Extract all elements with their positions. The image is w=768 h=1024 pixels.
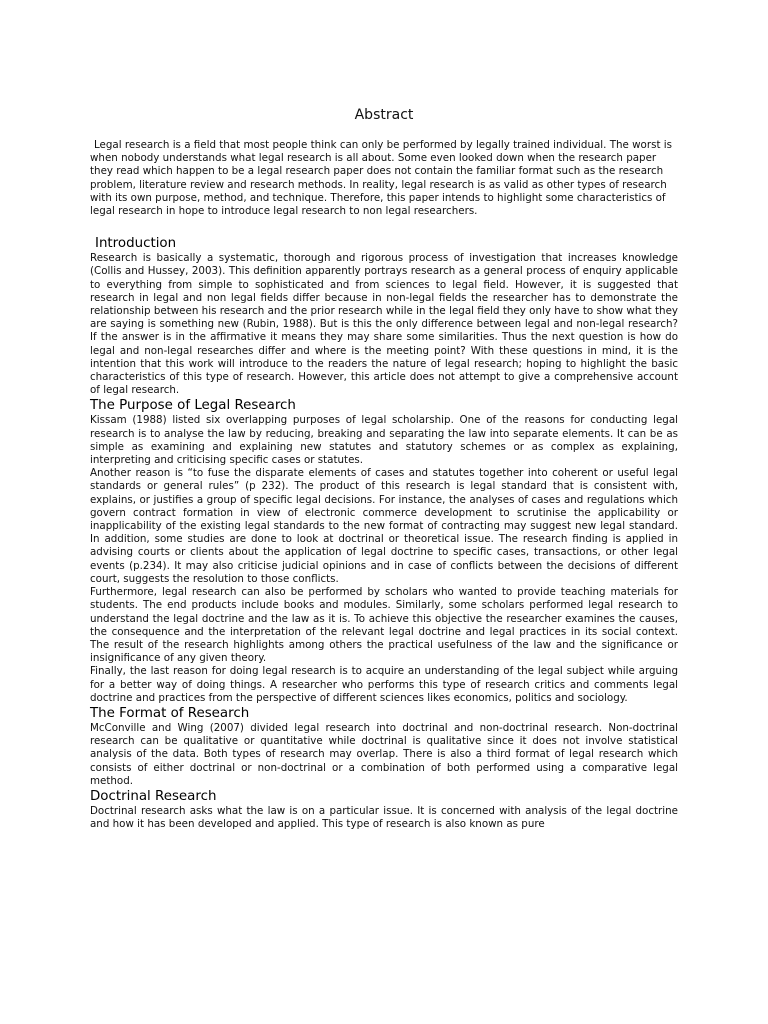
doctrinal-paragraph: Doctrinal research asks what the law is on a particular issue. It is concerned with analysis of the legal doctrine and how it has been developed and applied. This type of research is also known as pure [90, 804, 678, 831]
format-heading: The Format of Research [90, 705, 250, 721]
abstract-paragraph [90, 139, 678, 218]
abstract-text: Legal research is a field that most people think can only be performed by legally trained individual. The worst is when nobody understands what legal research is all about. Some even looked down when the research paper they read which happen to be a legal research paper does not contain the familiar format such as the research problem, literature review and research methods. In reality, legal research is as valid as other types of research with its own purpose, method, and technique. Therefore, this paper intends to highlight some characteristics of legal research in hope to introduce legal research to non legal researchers. [90, 139, 672, 218]
purpose-paragraph-3: Furthermore, legal research can also be performed by scholars who wanted to provide teaching materials for students. The end products include books and modules. Similarly, some scholars performed legal research to understand the legal doctrine and the law as it is. To achieve this objective the researcher examines the causes, the consequence and the interpretation of the relevant legal doctrine and legal practices in its social context. The result of the research highlights among others the practical usefulness of the law and the significance or insignificance of any given theory. [90, 586, 678, 665]
purpose-paragraph-2: Another reason is “to fuse the disparate elements of cases and statutes together into coherent or useful legal standards or general rules” (p 232). The product of this research is legal standard that is consistent with, explains, or justifies a group of specific legal decisions. For instance, the analyses of cases and regulations which govern contract formation in view of electronic commerce development to scrutinise the applicability or inapplicability of the existing legal standards to the new format of contracting may suggest new legal standard. In addition, some studies are done to look at doctrinal or theoretical issue. The research finding is applied in advising courts or clients about the application of legal doctrine to specific cases, transactions, or other legal events (p.234). It may also criticise judicial opinions and in case of conflicts between the decisions of different court, suggests the resolution to those conflicts. [90, 467, 678, 585]
purpose-paragraph-4: Finally, the last reason for doing legal research is to acquire an understanding of the legal subject while arguing for a better way of doing things. A researcher who performs this type of research critics and comments legal doctrine and practices from the perspective of different sciences likes economics, politics and sociology. [90, 665, 678, 704]
format-paragraph: McConville and Wing (2007) divided legal research into doctrinal and non-doctrinal research. Non-doctrinal research can be qualitative or quantitative while doctrinal is qualitative since it does not involve statistical analysis of the data. Both types of research may overlap. There is also a third format of legal research which consists of either doctrinal or non-doctrinal or a combination of both performed using a comparative legal method. [90, 721, 678, 787]
doctrinal-heading: Doctrinal Research [90, 788, 217, 804]
abstract-title: Abstract [354, 107, 414, 123]
purpose-heading: The Purpose of Legal Research [90, 398, 296, 414]
document-body [90, 104, 678, 831]
introduction-heading: Introduction [95, 236, 177, 252]
introduction-paragraph: Research is basically a systematic, thorough and rigorous process of investigation that increases knowledge (Collis and Hussey, 2003). This definition apparently portrays research as a general process of enquiry applicable to everything from simple to sophisticated and from sciences to legal field. However, it is suggested that research in legal and non legal fields differ because in non-legal fields the researcher has to demonstrate the relationship between his research and the prior research while in the legal field they only have to show what they are saying is something new (Rubin, 1988). But is this the only difference between legal and non-legal research? If the answer is in the affirmative it means they may share some similarities. Thus the next question is how do legal and non-legal researches differ and where is the meeting point? With these questions in mind, it is the intention that this work will introduce to the readers the nature of legal research; hoping to highlight the basic characteristics of this type of research. However, this article does not attempt to give a comprehensive account of legal research. [90, 252, 678, 397]
purpose-paragraph-1: Kissam (1988) listed six overlapping purposes of legal scholarship. One of the reasons for conducting legal research is to analyse the law by reducing, breaking and separating the law into separate elements. It can be as simple as examining and explaining new statutes and statutory schemes or as complex as explaining, interpreting and criticising specific cases or statutes. [90, 414, 678, 467]
